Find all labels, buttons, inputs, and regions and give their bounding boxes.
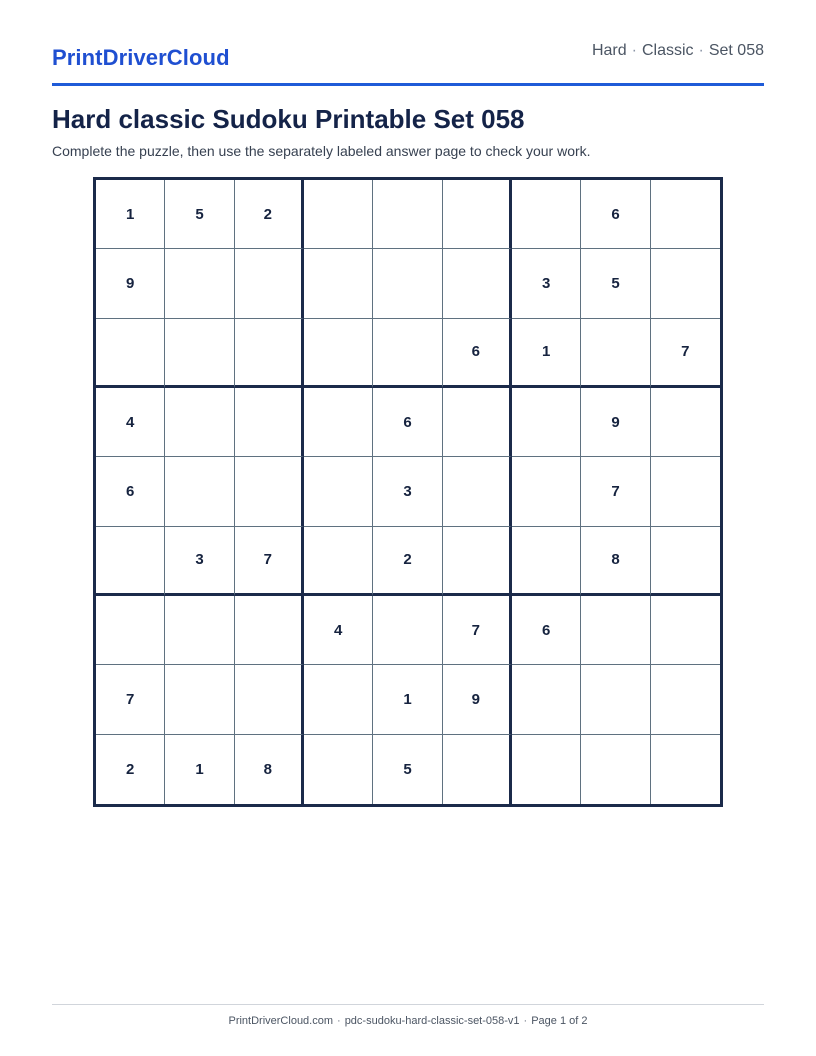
sudoku-cell-r9-c8 [581,735,650,804]
sudoku-cell-r4-c2 [165,388,234,457]
sudoku-cell-r9-c7 [512,735,581,804]
puzzle-meta [592,41,764,61]
sudoku-cell-r2-c2 [165,249,234,318]
sudoku-cell-r2-c1: 9 [96,249,165,318]
sudoku-cell-r5-c6 [443,457,512,526]
sudoku-cell-r3-c9: 7 [651,319,720,388]
sudoku-cell-r9-c9 [651,735,720,804]
sudoku-cell-r9-c1: 2 [96,735,165,804]
difficulty-label: Hard [591,42,627,59]
sudoku-cell-r5-c1: 6 [96,457,165,526]
footer-code: pdc-sudoku-hard-classic-set-058-v1 [344,1015,520,1027]
sudoku-cell-r1-c1: 1 [96,180,165,249]
sudoku-cell-r1-c8: 6 [581,180,650,249]
sudoku-cell-r3-c3 [235,319,304,388]
sudoku-cell-r8-c2 [165,665,234,734]
page-subtitle: Complete the puzzle, then use the separately labeled answer page to check your work. [52,143,591,159]
sudoku-grid [93,177,723,807]
sudoku-cell-r9-c5: 5 [373,735,442,804]
sudoku-cell-r2-c3 [235,249,304,318]
sudoku-cell-r2-c4 [304,249,373,318]
sudoku-cell-r1-c2: 5 [165,180,234,249]
sudoku-cell-r1-c7 [512,180,581,249]
sudoku-cell-r7-c2 [165,596,234,665]
sudoku-cell-r5-c4 [304,457,373,526]
footer-site: PrintDriverCloud.com [228,1015,334,1027]
sudoku-cell-r6-c9 [651,527,720,596]
sudoku-cell-r3-c1 [96,319,165,388]
sudoku-cell-r8-c3 [235,665,304,734]
sudoku-cell-r9-c4 [304,735,373,804]
sudoku-cell-r5-c8: 7 [581,457,650,526]
sudoku-cell-r6-c6 [443,527,512,596]
sudoku-cell-r1-c5 [373,180,442,249]
sudoku-cell-r6-c5: 2 [373,527,442,596]
footer-separator: · [523,1015,528,1027]
set-label: Set 058 [708,42,764,59]
footer-page-number: Page 1 of 2 [531,1015,588,1027]
sudoku-cell-r1-c4 [304,180,373,249]
sudoku-cell-r7-c9 [651,596,720,665]
sudoku-cell-r8-c9 [651,665,720,734]
sudoku-cell-r1-c6 [443,180,512,249]
sudoku-cell-r8-c7 [512,665,581,734]
sudoku-cell-r6-c8: 8 [581,527,650,596]
sudoku-cell-r2-c7: 3 [512,249,581,318]
sudoku-cell-r6-c2: 3 [165,527,234,596]
sudoku-cell-r4-c3 [235,388,304,457]
page-header [52,38,764,86]
sudoku-cell-r8-c4 [304,665,373,734]
sudoku-cell-r8-c1: 7 [96,665,165,734]
sudoku-cell-r8-c5: 1 [373,665,442,734]
sudoku-cell-r4-c1: 4 [96,388,165,457]
sudoku-cell-r9-c3: 8 [235,735,304,804]
sudoku-cell-r6-c4 [304,527,373,596]
variant-label: Classic [641,42,694,59]
sudoku-cell-r4-c8: 9 [581,388,650,457]
sudoku-cell-r3-c6: 6 [443,319,512,388]
sudoku-cell-r7-c7: 6 [512,596,581,665]
sudoku-cell-r5-c2 [165,457,234,526]
sudoku-cell-r4-c7 [512,388,581,457]
sudoku-cell-r7-c5 [373,596,442,665]
meta-separator: · [698,42,704,59]
sudoku-cell-r1-c9 [651,180,720,249]
sudoku-cell-r4-c5: 6 [373,388,442,457]
sudoku-cell-r6-c7 [512,527,581,596]
sudoku-cell-r2-c6 [443,249,512,318]
sudoku-cell-r9-c2: 1 [165,735,234,804]
sudoku-cell-r7-c8 [581,596,650,665]
sudoku-cell-r5-c7 [512,457,581,526]
sudoku-cell-r3-c2 [165,319,234,388]
sudoku-cell-r3-c7: 1 [512,319,581,388]
sudoku-cell-r4-c4 [304,388,373,457]
sudoku-cell-r5-c5: 3 [373,457,442,526]
sudoku-cell-r8-c6: 9 [443,665,512,734]
sudoku-cell-r2-c5 [373,249,442,318]
sudoku-cell-r7-c4: 4 [304,596,373,665]
page-title: Hard classic Sudoku Printable Set 058 [52,104,525,134]
sudoku-cell-r5-c3 [235,457,304,526]
sudoku-cell-r3-c4 [304,319,373,388]
sudoku-cell-r3-c5 [373,319,442,388]
sudoku-cell-r3-c8 [581,319,650,388]
sudoku-cell-r6-c1 [96,527,165,596]
sudoku-cell-r8-c8 [581,665,650,734]
sudoku-cell-r1-c3: 2 [235,180,304,249]
page-footer [52,1004,764,1028]
sudoku-cell-r7-c1 [96,596,165,665]
sudoku-cell-r5-c9 [651,457,720,526]
sudoku-cell-r7-c3 [235,596,304,665]
footer-separator: · [337,1015,341,1027]
sudoku-cell-r2-c9 [651,249,720,318]
sudoku-cell-r7-c6: 7 [443,596,512,665]
sudoku-cell-r6-c3: 7 [235,527,304,596]
sudoku-cell-r4-c9 [651,388,720,457]
sudoku-cell-r4-c6 [443,388,512,457]
sudoku-cell-r2-c8: 5 [581,249,650,318]
sudoku-cell-r9-c6 [443,735,512,804]
meta-separator: · [631,42,637,59]
brand-logo-text: PrintDriverCloud [52,45,230,70]
